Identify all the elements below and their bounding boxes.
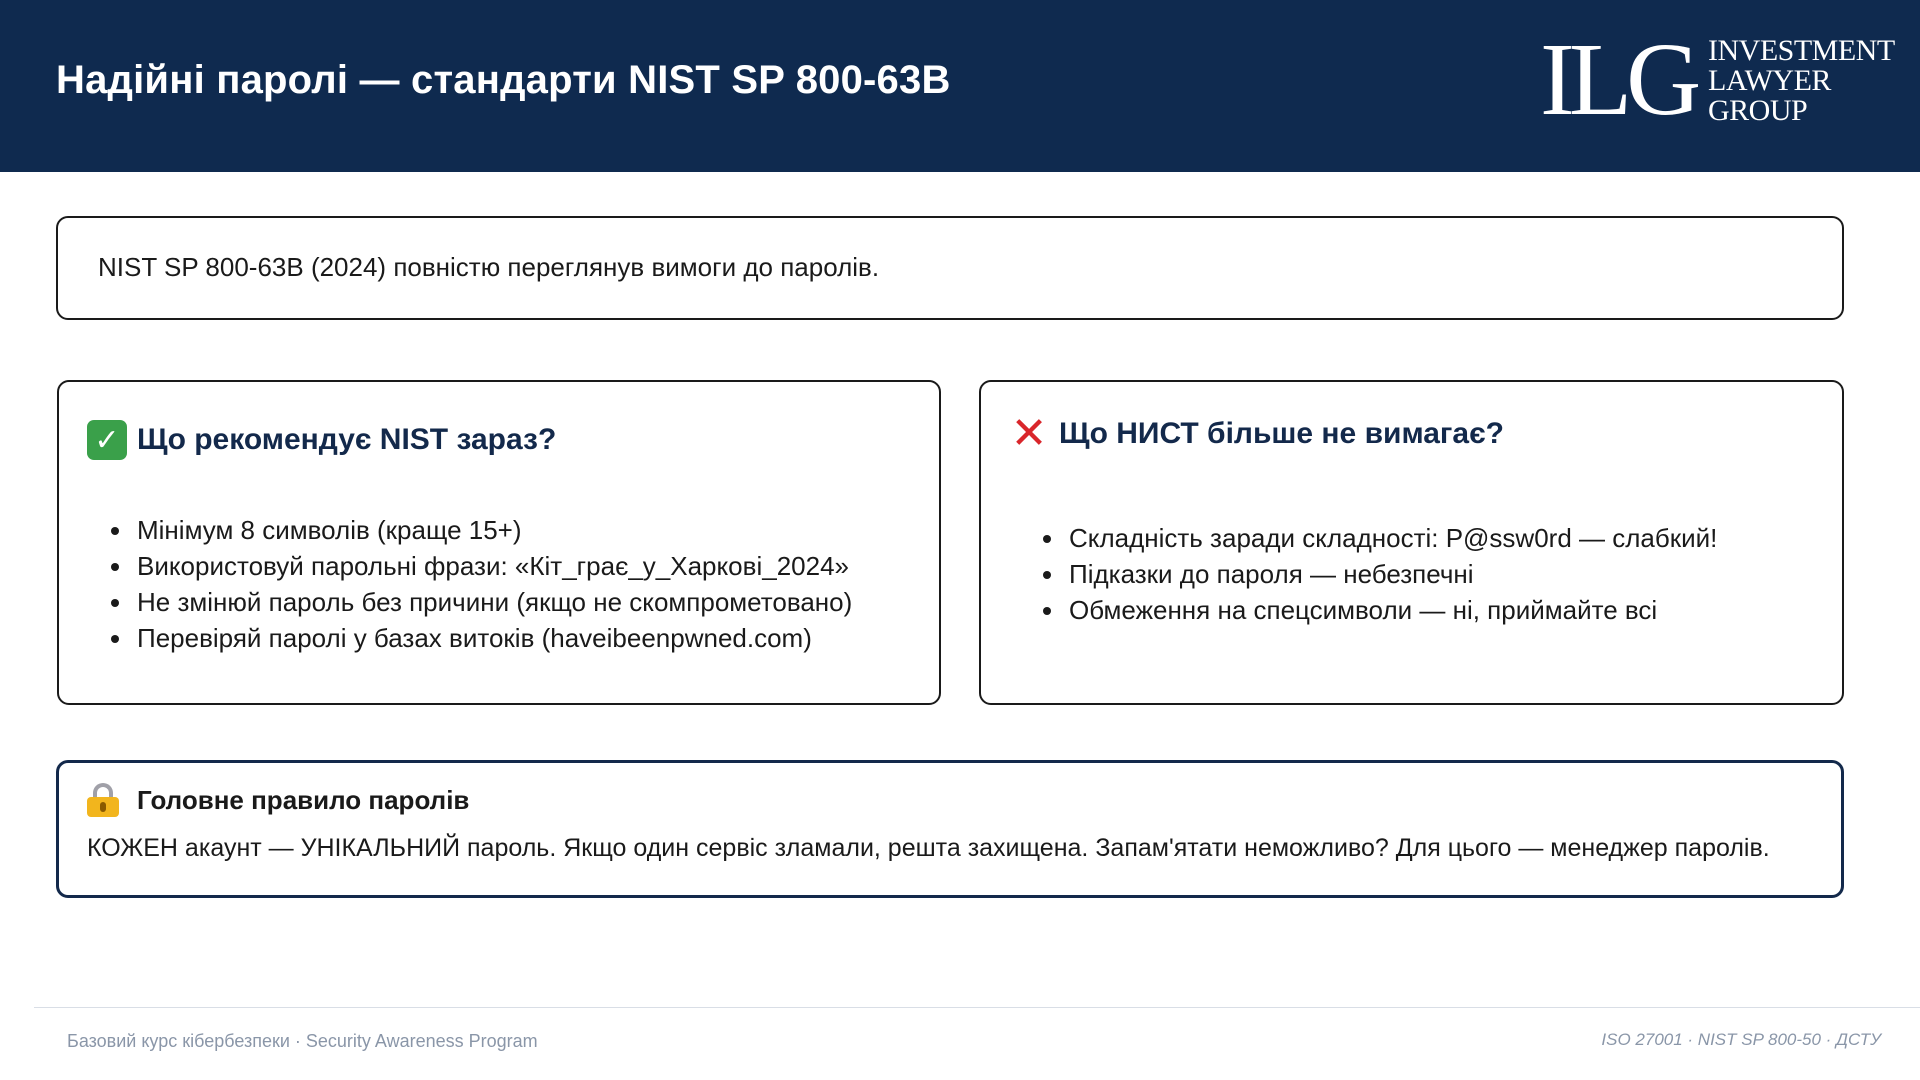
list-item: Підказки до пароля — небезпечні: [1043, 556, 1717, 592]
main-rule-box: [56, 760, 1844, 898]
footer-standards-label: ISO 27001 · NIST SP 800-50 · ДСТУ: [1601, 1030, 1881, 1049]
recommend-card-title-text: Що рекомендує NIST зараз?: [137, 423, 557, 456]
logo-line: INVESTMENT: [1708, 34, 1895, 67]
list-item: Не змінюй пароль без причини (якщо не скомпрометовано): [111, 584, 852, 620]
not-required-card-title-text: Що НИСТ більше не вимагає?: [1059, 417, 1505, 450]
footer-divider: [34, 1007, 1920, 1008]
intro-text: NIST SP 800-63B (2024) повністю переглянув вимоги до паролів.: [98, 252, 880, 282]
logo-wordmark: [1708, 36, 1895, 126]
footer-course-label: Базовий курс кібербезпеки · Security Awareness Program: [67, 1031, 538, 1051]
recommend-card: [57, 380, 941, 705]
logo-mark: ILG: [1540, 22, 1696, 137]
recommend-list: [111, 512, 852, 656]
not-required-list: [1043, 520, 1717, 628]
check-mark-icon: ✓: [87, 420, 127, 460]
main-rule-title-text: Головне правило паролів: [137, 784, 470, 815]
page-title: Надійні паролі — стандарти NIST SP 800-63B: [56, 58, 951, 102]
cross-mark-icon: ✕: [1010, 409, 1048, 458]
recommend-card-title: [87, 420, 556, 460]
logo-line: LAWYER: [1708, 64, 1831, 97]
lock-icon: [87, 783, 119, 817]
not-required-card: [979, 380, 1844, 705]
main-rule-title: [87, 783, 469, 817]
company-logo: [1540, 22, 1895, 137]
not-required-card-title: [1009, 409, 1505, 458]
list-item: Мінімум 8 символів (краще 15+): [111, 512, 852, 548]
intro-box: [56, 216, 1844, 320]
list-item: Використовуй парольні фрази: «Кіт_грає_у_Харкові_2024»: [111, 548, 852, 584]
list-item: Перевіряй паролі у базах витоків (haveibeenpwned.com): [111, 620, 852, 656]
slide-header: [0, 0, 1920, 172]
logo-line: GROUP: [1708, 94, 1808, 127]
main-rule-text: КОЖЕН акаунт — УНІКАЛЬНИЙ пароль. Якщо один сервіс зламали, решта захищена. Запам'ятати неможливо? Для цього — менеджер паролів.: [87, 834, 1770, 862]
list-item: Обмеження на спецсимволи — ні, приймайте всі: [1043, 592, 1717, 628]
list-item: Складність заради складності: P@ssw0rd — слабкий!: [1043, 520, 1717, 556]
